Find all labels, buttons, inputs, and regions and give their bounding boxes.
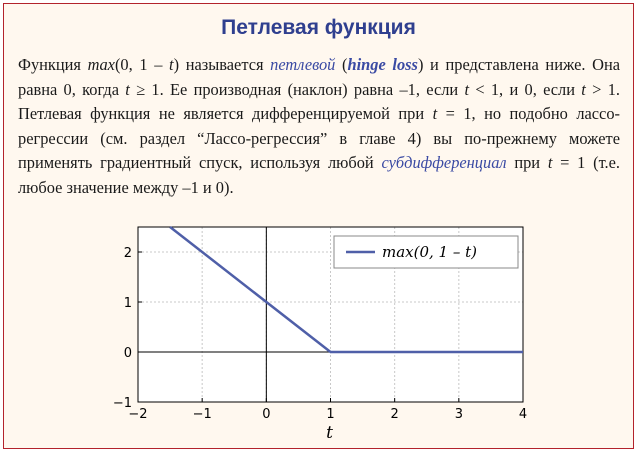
- text-segment: при: [506, 153, 548, 172]
- hinge-loss-chart: [105, 222, 545, 447]
- math-variable: t: [169, 55, 174, 74]
- text-segment: > 1. Петлевая функция не является дифференцируемой при: [18, 79, 620, 123]
- text-segment: ) называется: [173, 55, 271, 74]
- term-subdifferential: субдифференциал: [381, 153, 507, 172]
- text-segment: ) и представлена ниже. Она равна 0, когда: [18, 55, 620, 99]
- text-segment: ≥ 1. Ее производная (наклон) равна –1, если: [129, 79, 465, 99]
- y-tick-label: 2: [123, 246, 132, 261]
- x-tick-label: 3: [454, 407, 463, 422]
- math-variable: t: [125, 79, 130, 99]
- y-tick-label: 1: [123, 296, 132, 311]
- text-segment: = 1, но подобно лассо-регрессии (см. раздел “Лассо-регрессия” в главе 4) вы по-прежнему можете применять градиентный спуск, используя любой: [18, 104, 620, 172]
- text-segment: (0, 1 –: [114, 55, 170, 74]
- sidebar-title: Петлевая функция: [221, 16, 416, 39]
- text-segment: Функция: [18, 55, 88, 74]
- text-segment: < 1, и 0, если: [469, 79, 582, 99]
- text-segment: (: [335, 55, 348, 74]
- x-tick-label: 0: [262, 407, 271, 422]
- math-variable: t: [432, 104, 438, 123]
- term-hinge-loss: hinge loss: [347, 55, 418, 74]
- x-tick-label: −1: [192, 407, 212, 422]
- x-tick-label: 4: [518, 407, 528, 422]
- math-variable: t: [581, 79, 586, 99]
- legend-label: max(0, 1 – t): [382, 243, 478, 261]
- x-tick-label: −2: [128, 407, 148, 422]
- text-segment: = 1 (т.е. любое значение между –1 и 0).: [18, 153, 621, 197]
- x-tick-label: 2: [390, 407, 399, 422]
- math-variable: t: [464, 79, 470, 99]
- description-paragraph: [18, 53, 620, 200]
- term-hinge: петлевой: [270, 55, 336, 74]
- x-axis-label: t: [326, 423, 333, 443]
- math-variable: t: [547, 153, 553, 172]
- x-tick-label: 1: [326, 407, 335, 422]
- math-function: max: [87, 55, 115, 74]
- y-tick-label: 0: [123, 346, 132, 361]
- y-tick-label: −1: [112, 396, 132, 411]
